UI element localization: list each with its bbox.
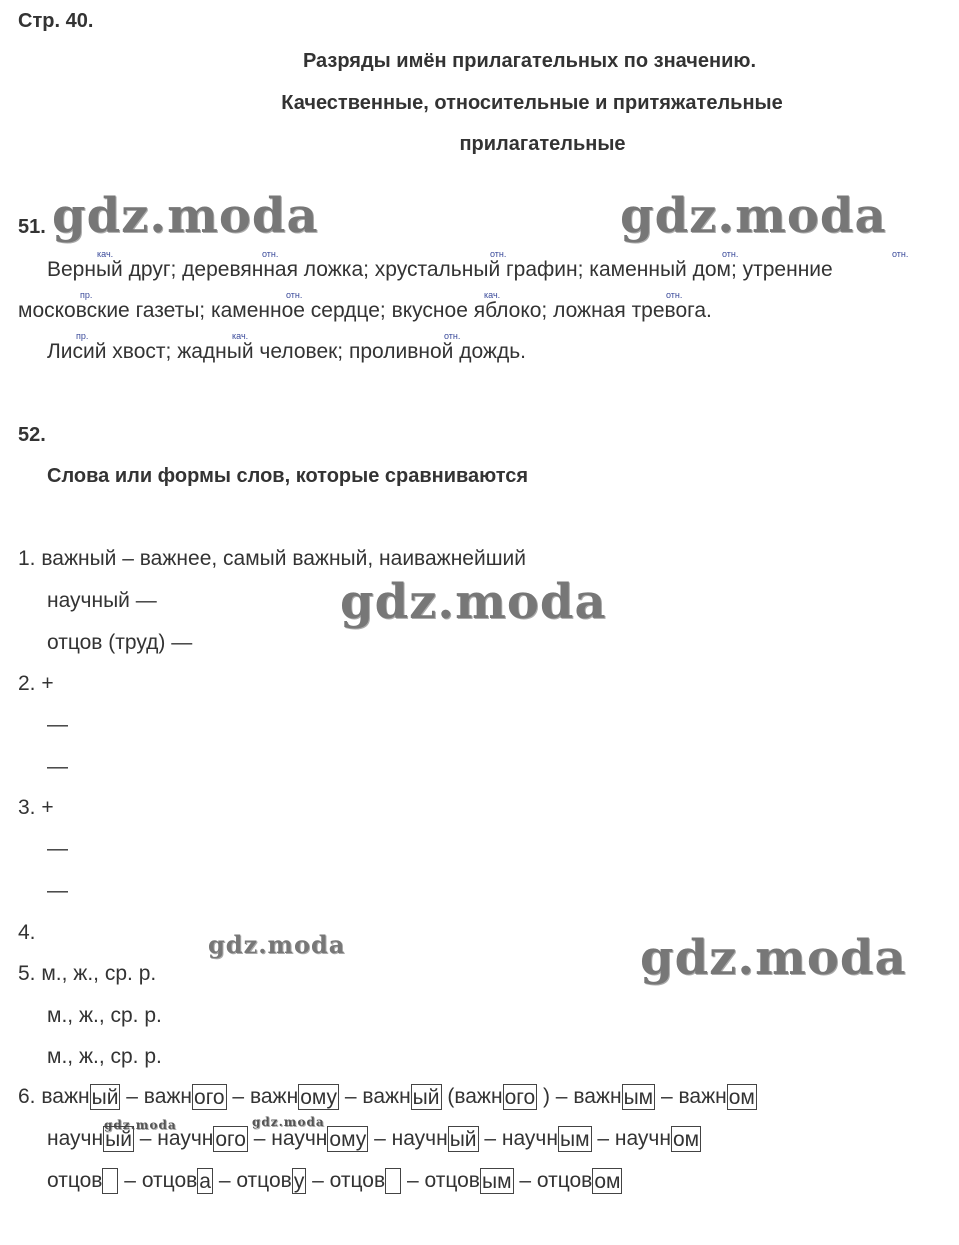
word-stem: научн (614, 1127, 671, 1150)
list-item: 4. (18, 921, 36, 944)
word-stem: отцов (424, 1169, 480, 1192)
word-stem: важн (454, 1085, 503, 1108)
ending-box: ый (449, 1128, 477, 1151)
annotation-label: кач. (97, 249, 114, 259)
word-stem: отцов (47, 1169, 103, 1192)
ending-box: ом (728, 1086, 755, 1109)
separator: – (655, 1085, 679, 1108)
ending-box-empty (102, 1168, 118, 1194)
annotation-label: пр. (76, 331, 89, 341)
watermark-logo: gdz.moda (208, 930, 346, 959)
word-stem: научн (271, 1127, 328, 1150)
annotation-label: отн. (666, 290, 683, 300)
word-stem: научн (47, 1127, 104, 1150)
separator: – (401, 1169, 425, 1192)
list-item: — (47, 755, 68, 778)
watermark-logo: gdz.moda (620, 188, 887, 244)
heading-line-1: Разряды имён прилагательных по значению. (302, 50, 757, 72)
annotation-label: отн. (892, 249, 909, 259)
ending-box: ому (329, 1128, 367, 1151)
word-stem: отцов (329, 1169, 386, 1192)
annotation-label: кач. (484, 290, 501, 300)
exercise-51-line-3: Лисий хвост; жадный человек; проливной дождь. (47, 340, 527, 363)
list-item: 2. + (18, 672, 54, 695)
list-item: — (47, 879, 68, 902)
annotation-label: отн. (444, 331, 461, 341)
annotation-label: отн. (722, 249, 739, 259)
word-stem: отцов (536, 1169, 593, 1192)
separator: – (226, 1085, 250, 1108)
ending-box: ому (300, 1086, 338, 1109)
word-stem: отцов (236, 1169, 292, 1192)
list-item: — (47, 837, 68, 860)
separator: – (212, 1169, 237, 1192)
ending-box: ым (559, 1128, 590, 1151)
ending-box: ым (623, 1086, 654, 1109)
heading-line-3: прилагательные (459, 133, 626, 155)
exercise-51-line-2: московские газеты; каменное сердце; вкусное яблоко; ложная тревога. (18, 299, 712, 322)
word-stem: научн (391, 1127, 448, 1150)
list-item: научный — (47, 589, 157, 612)
word-stem: научн (501, 1127, 558, 1150)
ending-box: ого (504, 1086, 536, 1109)
separator: – (368, 1127, 392, 1150)
ending-box: ый (105, 1128, 132, 1151)
annotation-label: отн. (490, 249, 507, 259)
separator: – (591, 1127, 615, 1150)
word-stem: важн (249, 1085, 299, 1108)
watermark-logo: gdz.moda (52, 188, 319, 244)
list-item: 5. м., ж., ср. р. (18, 962, 157, 985)
separator: – (513, 1169, 537, 1192)
declension-row (47, 1126, 701, 1152)
watermark-logo: gdz.moda (252, 1115, 325, 1129)
ending-box: ом (594, 1170, 621, 1193)
annotation-label: кач. (232, 331, 249, 341)
word-stem: важн (143, 1085, 193, 1108)
exercise-52-subtitle: Слова или формы слов, которые сравниваются (47, 465, 529, 487)
list-item: м., ж., ср. р. (47, 1004, 162, 1027)
exercise-51-line-1: Верный друг; деревянная ложка; хрустальный графин; каменный дом; утренние (47, 258, 833, 281)
exercise-52-number: 52. (18, 424, 46, 446)
ending-box: ого (194, 1086, 225, 1109)
annotation-label: отн. (286, 290, 303, 300)
exercise-51-number: 51. (18, 216, 46, 238)
ending-box: ый (91, 1086, 119, 1109)
declension-row (18, 1084, 757, 1110)
list-item: отцов (труд) — (47, 631, 193, 654)
ending-box-empty (385, 1168, 401, 1194)
separator: – (339, 1085, 363, 1108)
list-item: 3. + (18, 796, 54, 819)
word-stem: научн (157, 1127, 214, 1150)
ending-box: ом (672, 1128, 700, 1151)
heading-line-2: Качественные, относительные и притяжательные (281, 92, 783, 114)
ending-box: ый (412, 1086, 440, 1109)
word-stem: важн (678, 1085, 727, 1108)
annotation-label: пр. (80, 290, 93, 300)
separator: – (133, 1127, 158, 1150)
separator: – (120, 1085, 144, 1108)
list-item: — (47, 713, 68, 736)
watermark-logo: gdz.moda (340, 574, 607, 630)
separator: – (306, 1169, 330, 1192)
word-stem: важн (362, 1085, 411, 1108)
ending-box: ого (215, 1128, 246, 1151)
watermark-logo: gdz.moda (104, 1118, 177, 1132)
annotation-label: отн. (262, 249, 279, 259)
word-stem: 6. важн (18, 1085, 90, 1108)
watermark-logo: gdz.moda (640, 930, 907, 986)
page-reference: Стр. 40. (18, 10, 94, 32)
separator: ( (441, 1085, 455, 1108)
separator: – (247, 1127, 272, 1150)
word-stem: важн (573, 1085, 622, 1108)
separator: ) – (537, 1085, 574, 1108)
declension-row (47, 1168, 622, 1194)
word-stem: отцов (141, 1169, 198, 1192)
list-item: м., ж., ср. р. (47, 1045, 162, 1068)
ending-box: ым (481, 1170, 512, 1193)
ending-box: у (293, 1170, 305, 1193)
separator: – (118, 1169, 142, 1192)
separator: – (478, 1127, 502, 1150)
ending-box: а (199, 1170, 211, 1193)
list-item: 1. важный – важнее, самый важный, наиважнейший (18, 547, 527, 570)
